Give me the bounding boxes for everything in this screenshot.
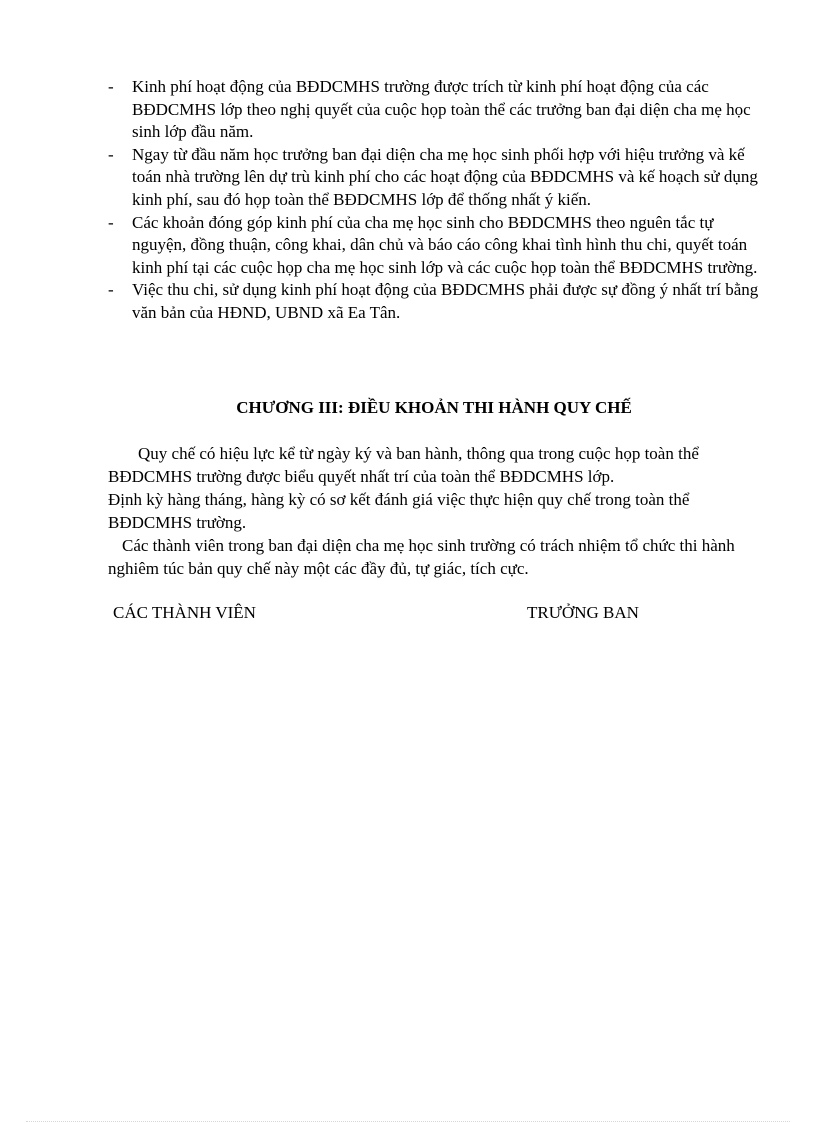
- funding-bullet-list: [108, 76, 768, 325]
- bullet-marker: -: [108, 280, 114, 300]
- bullet-marker: -: [108, 77, 114, 96]
- bullet-text: Việc thu chi, sử dụng kinh phí hoạt động của BĐDCMHS phải được sự đồng ý nhất trí bằng văn bản của HĐND, UBND xã Ea Tân.: [132, 280, 759, 322]
- bullet-text: Các khoản đóng góp kinh phí của cha mẹ học sinh cho BĐDCMHS theo nguên tắc tự nguyện, đồng thuận, công khai, dân chủ và báo cáo công khai tình hình thu chi, quyết toán kinh phí tại các cuộc họp cha mẹ học sinh lớp và các cuộc họp toàn thể BĐDCMHS trường.: [132, 212, 758, 277]
- bullet-marker: -: [108, 212, 114, 232]
- bullet-text: Kinh phí hoạt động của BĐDCMHS trường được trích từ kinh phí hoạt động của các BĐDCMHS lớp theo nghị quyết của cuộc họp toàn thể các trưởng ban đại diện cha mẹ học sinh lớp đầu năm.: [132, 77, 751, 142]
- paragraph-responsibility: Các thành viên trong ban đại diện cha mẹ học sinh trường có trách nhiệm tổ chức thi hành nghiêm túc bản quy chế này một các đầy đủ, tự giác, tích cực.: [108, 536, 735, 578]
- bullet-item: [108, 212, 768, 280]
- signature-members: CÁC THÀNH VIÊN: [113, 603, 256, 622]
- signature-head: TRƯỞNG BAN: [527, 603, 639, 622]
- paragraph-effective: Quy chế có hiệu lực kể từ ngày ký và ban hành, thông qua trong cuộc họp toàn thể BĐDCMHS trường được biểu quyết nhất trí của toàn thể BĐDCMHS lớp.: [108, 444, 699, 486]
- paragraph-review: Định kỳ hàng tháng, hàng kỳ có sơ kết đánh giá việc thực hiện quy chế trong toàn thể BĐDCMHS trường.: [108, 490, 690, 532]
- chapter-heading: CHƯƠNG III: ĐIỀU KHOẢN THI HÀNH QUY CHẾ: [236, 398, 632, 417]
- bullet-item: [108, 144, 768, 212]
- bullet-item: [108, 76, 768, 144]
- bullet-item: [108, 279, 768, 324]
- bullet-text: Ngay từ đầu năm học trưởng ban đại diện cha mẹ học sinh phối hợp với hiệu trưởng và kế toán nhà trường lên dự trù kinh phí cho các hoạt động của BĐDCMHS và kế hoạch sử dụng kinh phí, sau đó họp toàn thể BĐDCMHS lớp để thống nhất ý kiến.: [132, 144, 758, 209]
- page-bottom-border: [26, 1121, 790, 1122]
- bullet-marker: -: [108, 144, 114, 164]
